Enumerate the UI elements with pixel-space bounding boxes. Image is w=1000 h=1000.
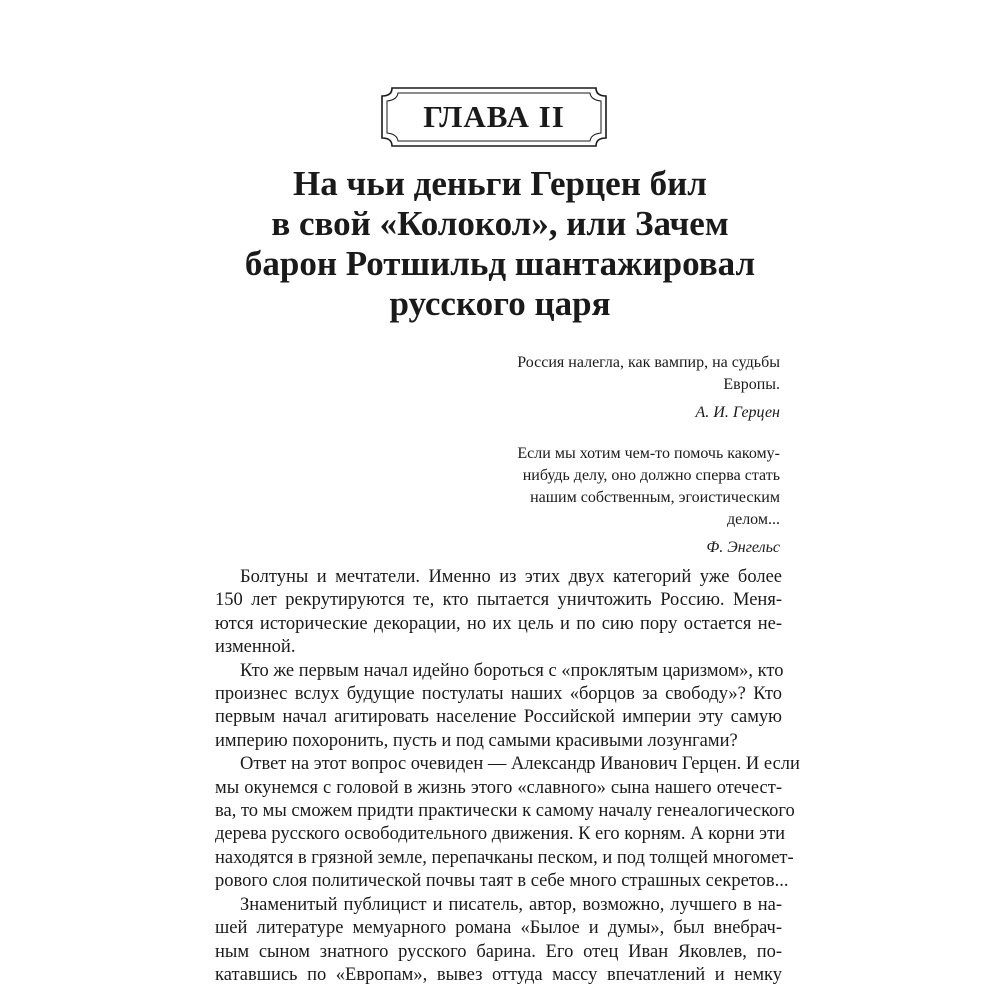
chapter-title: [180, 164, 820, 324]
chapter-title-line: На чьи деньги Герцен бил: [293, 164, 707, 203]
body-line: дерева русского освободительного движения. К его корням. А корни эти: [215, 824, 786, 845]
epigraph-line: нибудь делу, оно должно сперва стать: [522, 467, 780, 484]
chapter-heading-frame: [378, 84, 610, 150]
epigraph-author: А. И. Герцен: [695, 404, 780, 421]
body-line: Болтуны и мечтатели. Именно из этих двух категорий уже более: [240, 567, 782, 587]
chapter-label: ГЛАВА II: [423, 99, 565, 134]
epigraph-text: [470, 352, 780, 396]
body-line: находятся в грязной земле, перепачканы песком, и под толщей многомет-: [215, 847, 794, 868]
body-line: ва, то мы сможем придти практически к самому началу генеалогического: [215, 801, 795, 822]
body-line: первым начал агитировать население Российской империи эту самую: [215, 707, 782, 728]
body-line: империю похоронить, пусть и под самыми красивыми лозунгами?: [215, 730, 738, 751]
epigraph-line: нашим собственным, эгоистическим: [530, 489, 780, 506]
body-line: произнес вслух будущие постулаты наших «борцов за свободу»? Кто: [215, 684, 782, 705]
body-line: Знаменитый публицист и писатель, автор, возможно, лучшего в на-: [240, 894, 782, 915]
chapter-title-line: барон Ротшильд шантажировал: [244, 244, 756, 283]
body-line: Ответ на этот вопрос очевиден — Александр Иванович Герцен. И если: [240, 754, 800, 775]
epigraph-line: Европы.: [723, 376, 780, 393]
body-line: шей литературе мемуарного романа «Былое и думы», был внебрач-: [215, 918, 782, 939]
body-line: рового слоя политической почвы таят в себе много страшных секретов...: [215, 871, 789, 892]
epigraph-herzen: [470, 352, 780, 424]
chapter-title-line: в свой «Колокол», или Зачем: [271, 204, 729, 243]
body-line: ным сыном знатного русского барина. Его отец Иван Яковлев, по-: [215, 941, 782, 962]
body-line: катавшись по «Европам», вывез оттуда массу впечатлений и немку: [215, 964, 782, 985]
epigraph-engels: [470, 443, 780, 559]
epigraph-text: [470, 443, 780, 531]
chapter-title-line: русского царя: [389, 284, 611, 323]
body-line: изменной.: [215, 637, 296, 658]
body-line: мы окунемся с головой в жизнь этого «славного» сына нашего отечест-: [215, 777, 782, 798]
body-line: ются исторические декорации, но их цель и по сию пору остается не-: [215, 613, 782, 634]
body-line: 150 лет рекрутируются те, кто пытается уничтожить Россию. Меня-: [215, 590, 782, 611]
body-line: Кто же первым начал идейно бороться с «проклятым царизмом», кто: [240, 660, 784, 681]
body-text: [215, 566, 800, 987]
epigraph-author: Ф. Энгельс: [706, 539, 780, 556]
epigraph-line: Если мы хотим чем-то помочь какому-: [517, 445, 780, 462]
epigraph-line: Россия налегла, как вампир, на судьбы: [517, 354, 780, 371]
epigraph-line: делом...: [726, 511, 780, 528]
